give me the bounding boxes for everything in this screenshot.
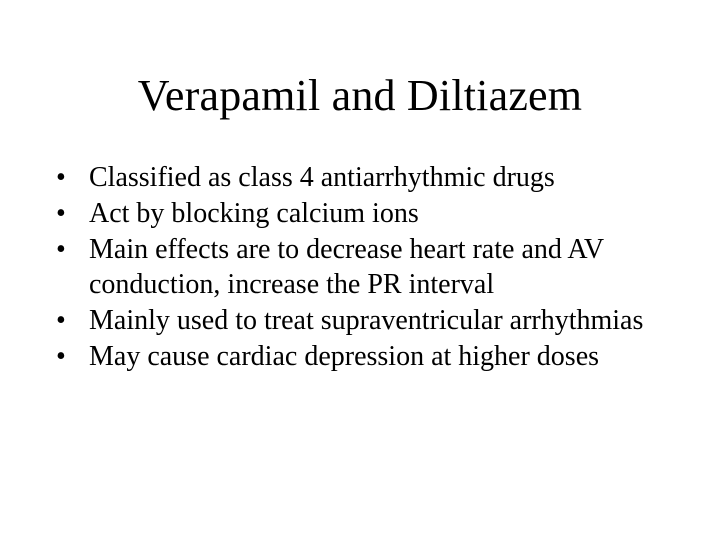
- bullet-text: Act by blocking calcium ions: [89, 198, 419, 229]
- bullet-icon: •: [56, 305, 66, 336]
- bullet-item: [56, 196, 676, 231]
- bullet-item: [56, 303, 676, 338]
- bullet-icon: •: [56, 198, 66, 229]
- bullet-item: [56, 160, 676, 195]
- bullet-item: [56, 339, 676, 374]
- bullet-item: [56, 232, 676, 302]
- bullet-text: Main effects are to decrease heart rate and AV conduction, increase the PR interval: [89, 234, 604, 300]
- bullet-text: Mainly used to treat supraventricular arrhythmias: [89, 305, 644, 336]
- bullet-icon: •: [56, 341, 66, 372]
- slide-title: Verapamil and Diltiazem: [137, 71, 583, 120]
- bullet-text: Classified as class 4 antiarrhythmic drugs: [89, 162, 555, 193]
- bullet-list: [56, 160, 676, 375]
- bullet-icon: •: [56, 162, 66, 193]
- bullet-icon: •: [56, 234, 66, 265]
- bullet-text: May cause cardiac depression at higher doses: [89, 341, 600, 372]
